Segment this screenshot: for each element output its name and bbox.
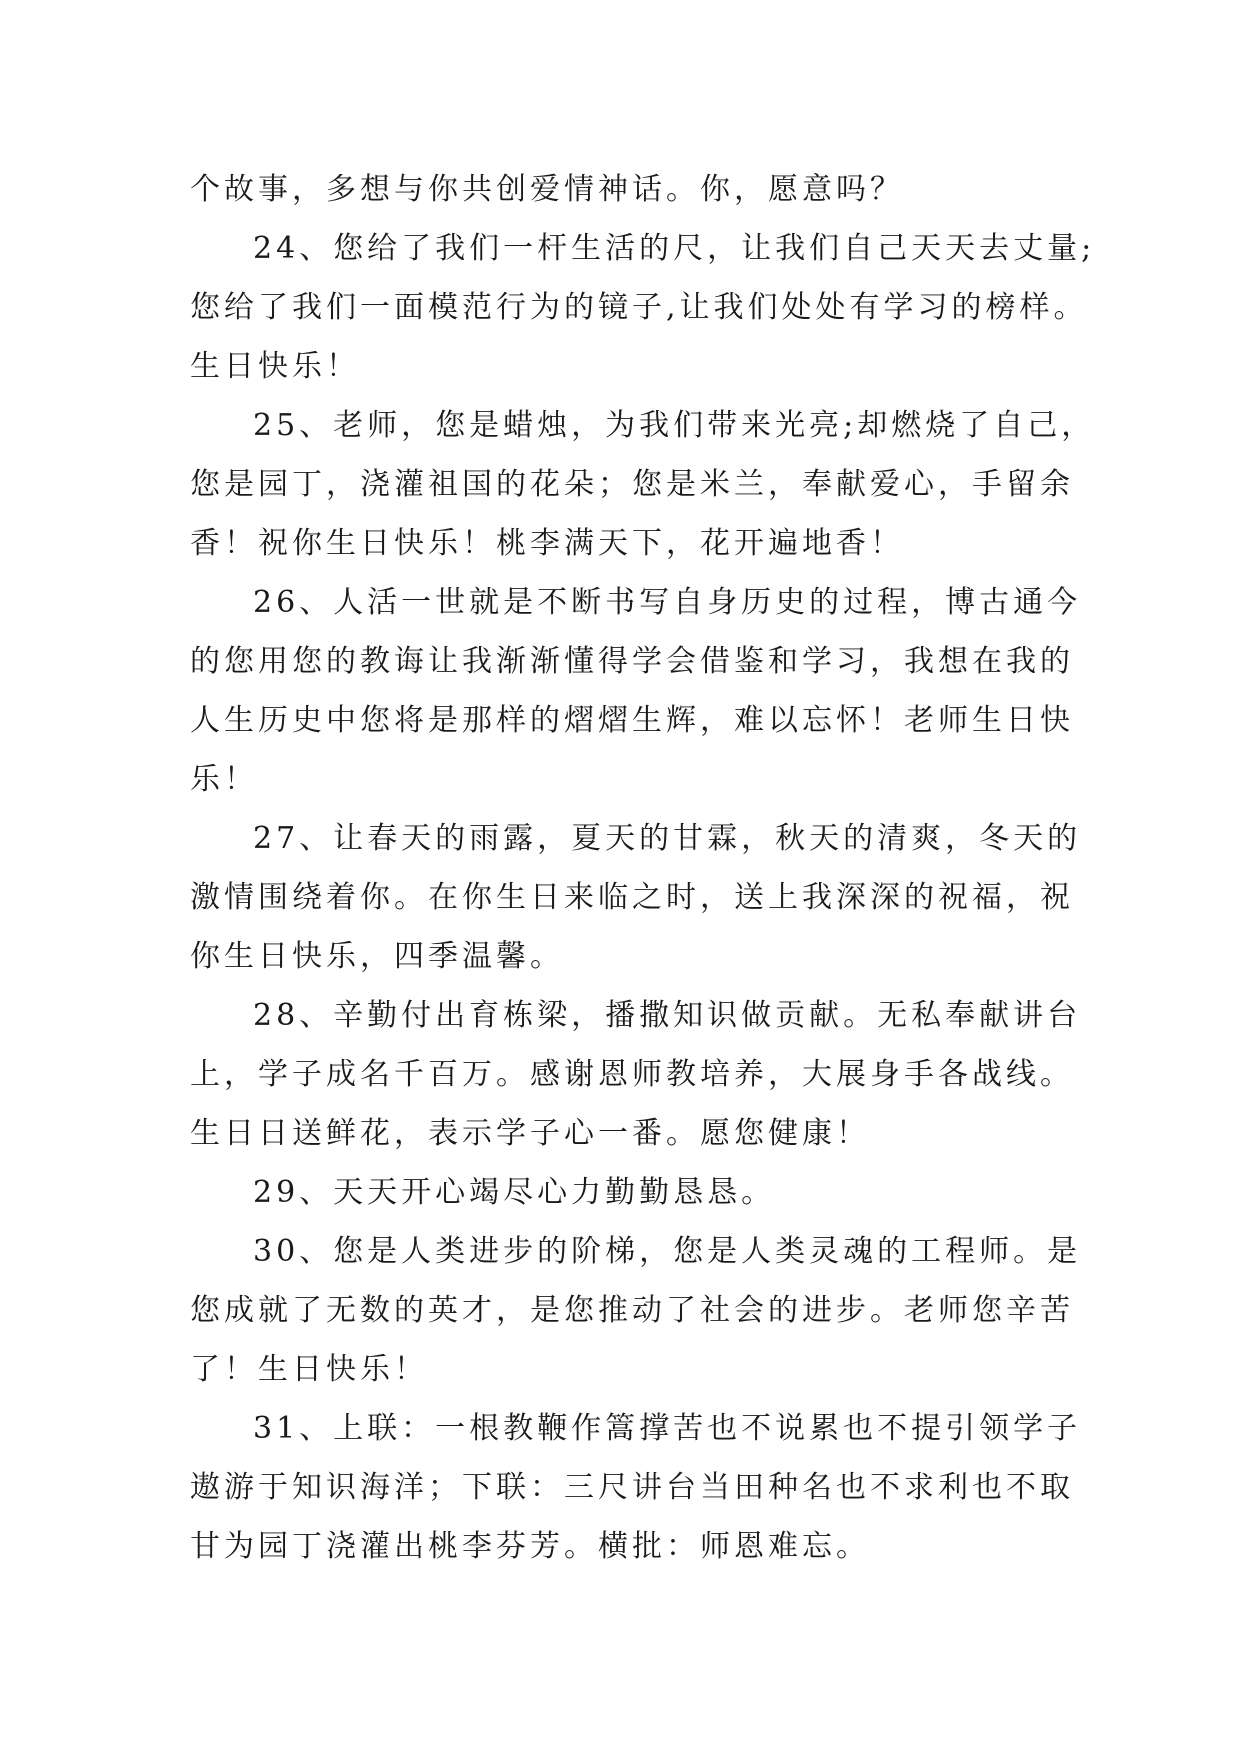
paragraph-line: 了！生日快乐！ [190,1352,428,1387]
paragraph-first-line: 25、老师，您是蜡烛，为我们带来光亮;却燃烧了自己， [253,408,1096,443]
paragraph-line: 甘为园丁浇灌出桃李芬芳。横批：师恩难忘。 [190,1529,870,1564]
paragraph-line: 生日快乐！ [190,349,360,384]
paragraph-line: 的您用您的教诲让我渐渐懂得学会借鉴和学习，我想在我的 [190,644,1074,679]
paragraph-line: 您给了我们一面模范行为的镜子,让我们处处有学习的榜样。 [190,290,1088,325]
paragraph-line: 遨游于知识海洋；下联：三尺讲台当田种名也不求利也不取 [190,1470,1074,1505]
paragraph-line: 您是园丁，浇灌祖国的花朵；您是米兰，奉献爱心，手留余 [190,467,1074,502]
paragraph-first-line: 26、人活一世就是不断书写自身历史的过程，博古通今 [253,585,1082,620]
paragraph-line: 乐！ [190,762,258,797]
body-text [190,160,1096,1576]
paragraph-line: 个故事，多想与你共创爱情神话。你，愿意吗？ [190,172,904,207]
paragraph-line: 你生日快乐，四季温馨。 [190,939,564,974]
paragraph-first-line: 31、上联：一根教鞭作篙撑苦也不说累也不提引领学子 [253,1411,1082,1446]
paragraph-line: 激情围绕着你。在你生日来临之时，送上我深深的祝福，祝 [190,880,1074,915]
paragraph-first-line: 28、辛勤付出育栋梁，播撒知识做贡献。无私奉献讲台 [253,998,1082,1033]
paragraph-line: 生日日送鲜花，表示学子心一番。愿您健康！ [190,1116,870,1151]
paragraph-line: 人生历史中您将是那样的熠熠生辉，难以忘怀！老师生日快 [190,703,1074,738]
paragraph-first-line: 30、您是人类进步的阶梯，您是人类灵魂的工程师。是 [253,1234,1082,1269]
paragraph-first-line: 29、天天开心竭尽心力勤勤恳恳。 [253,1175,776,1210]
paragraph-first-line: 24、您给了我们一杆生活的尺，让我们自己天天去丈量; [253,231,1096,266]
paragraph-line: 上，学子成名千百万。感谢恩师教培养，大展身手各战线。 [190,1057,1074,1092]
paragraph-first-line: 27、让春天的雨露，夏天的甘霖，秋天的清爽，冬天的 [253,821,1082,856]
paragraph-line: 香！祝你生日快乐！桃李满天下，花开遍地香！ [190,526,904,561]
paragraph-line: 您成就了无数的英才，是您推动了社会的进步。老师您辛苦 [190,1293,1074,1328]
